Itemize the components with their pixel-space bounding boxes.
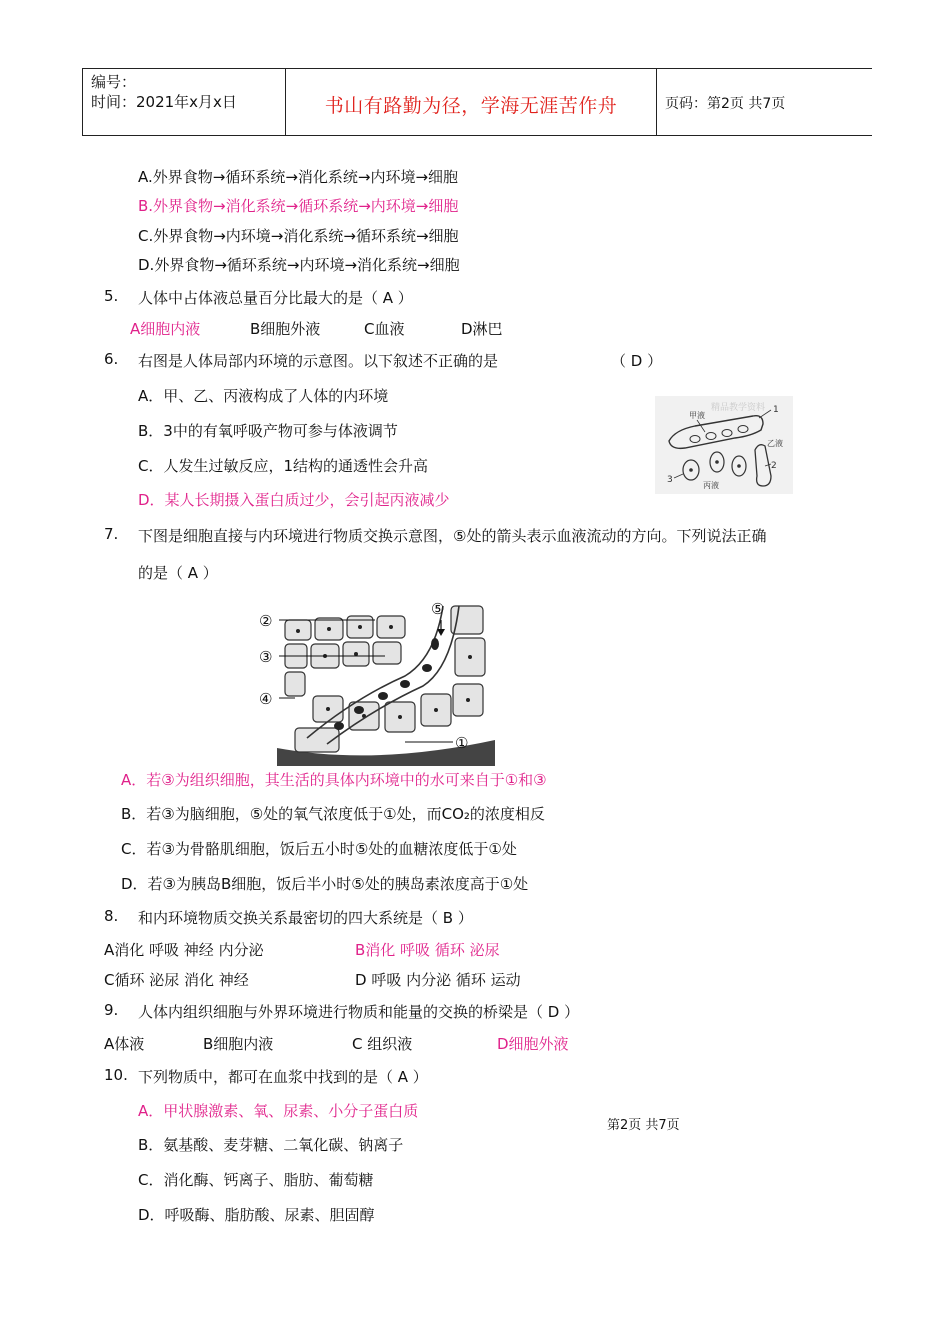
q8-stem: 和内环境物质交换关系最密切的四大系统是（ B ） — [138, 909, 473, 927]
cell-nucleus — [737, 464, 741, 468]
cell-nucleus — [358, 625, 362, 629]
tissue-cell — [451, 606, 483, 634]
red-blood-cell — [354, 706, 364, 714]
q8-option-b: B消化 呼吸 循环 泌尿 — [355, 941, 500, 959]
cell-nucleus — [468, 655, 472, 659]
q10-option-c: C．消化酶、钙离子、脂肪、葡萄糖 — [138, 1171, 374, 1189]
q5-option-d: D淋巴 — [461, 320, 503, 338]
doc-date: 时间：2021年x月x日 — [91, 93, 237, 111]
q10-option-a: A．甲状腺激素、氧、尿素、小分子蛋白质 — [138, 1102, 419, 1120]
q6-option-a: A．甲、乙、丙液构成了人体的内环境 — [138, 387, 389, 405]
q5-number: 5. — [104, 287, 119, 305]
q7-exchange-figure — [255, 598, 495, 766]
label-4: ④ — [259, 690, 273, 708]
q9-option-a: A体液 — [104, 1035, 145, 1053]
q9-option-b: B细胞内液 — [203, 1035, 274, 1053]
red-blood-cell — [400, 680, 410, 688]
q7-option-a: A．若③为组织细胞，其生活的具体内环境中的水可来自于①和③ — [121, 771, 547, 789]
footer-page-number: 第2页 共7页 — [607, 1118, 680, 1133]
red-blood-cell — [431, 638, 439, 650]
label-bing-fluid: 丙液 — [703, 481, 719, 490]
q5-option-c: C血液 — [364, 320, 405, 338]
q10-option-d: D．呼吸酶、脂肪酸、尿素、胆固醇 — [138, 1206, 375, 1224]
red-blood-cell — [378, 692, 388, 700]
cell-nucleus — [398, 715, 402, 719]
q6-option-c: C．人发生过敏反应，1结构的通透性会升高 — [138, 457, 429, 475]
q9-stem: 人体内组织细胞与外界环境进行物质和能量的交换的桥梁是（ D ） — [138, 1003, 580, 1021]
header-page-info: 页码：第2页 共7页 — [665, 96, 786, 112]
q6-tissue-figure — [655, 396, 793, 494]
q8-option-c: C循环 泌尿 消化 神经 — [104, 971, 249, 989]
cell-nucleus — [715, 460, 719, 464]
cell-nucleus — [327, 627, 331, 631]
q9-number: 9. — [104, 1001, 119, 1019]
tissue-cell — [373, 642, 401, 664]
q5-stem: 人体中占体液总量百分比最大的是（ A ） — [138, 289, 413, 307]
q6-number: 6. — [104, 350, 119, 368]
q6-stem: 右图是人体局部内环境的示意图。以下叙述不正确的是 — [138, 352, 499, 370]
q10-number: 10. — [104, 1066, 128, 1084]
q4-option-b: B.外界食物→消化系统→循环系统→内环境→细胞 — [138, 197, 459, 215]
q8-option-d: D 呼吸 内分泌 循环 运动 — [355, 971, 521, 989]
red-blood-cell — [422, 664, 432, 672]
q7-stem-continued: 的是（ A ） — [138, 564, 218, 582]
q10-option-b: B．氨基酸、麦芽糖、二氧化碳、钠离子 — [138, 1136, 404, 1154]
header-page-cell — [657, 69, 872, 135]
tissue-cell — [285, 672, 305, 696]
q8-number: 8. — [104, 907, 119, 925]
label-jia-fluid: 甲液 — [689, 411, 705, 420]
cell-nucleus — [326, 707, 330, 711]
cell-nucleus — [354, 652, 358, 656]
q9-option-d: D细胞外液 — [497, 1035, 569, 1053]
label-2: ② — [259, 612, 273, 630]
q8-option-a: A消化 呼吸 神经 内分泌 — [104, 941, 264, 959]
header-meta-cell — [83, 69, 286, 135]
cell-nucleus — [296, 629, 300, 633]
q4-option-c: C.外界食物→内环境→消化系统→循环系统→细胞 — [138, 227, 459, 245]
q4-option-a: A.外界食物→循环系统→消化系统→内环境→细胞 — [138, 168, 459, 186]
cell-nucleus — [689, 468, 693, 472]
figure-watermark: 精品教学资料 — [711, 403, 766, 413]
label-3: 3 — [667, 475, 673, 485]
q5-option-a: A细胞内液 — [130, 320, 201, 338]
header-motto: 书山有路勤为径，学海无涯苦作舟 — [324, 95, 618, 117]
label-3: ③ — [259, 648, 273, 666]
doc-id-label: 编号： — [91, 73, 137, 91]
q6-option-d: D．某人长期摄入蛋白质过少，会引起丙液减少 — [138, 491, 450, 509]
q10-stem: 下列物质中，都可在血浆中找到的是（ A ） — [138, 1068, 428, 1086]
q6-option-b: B．3中的有氧呼吸产物可参与体液调节 — [138, 422, 398, 440]
label-5: ⑤ — [431, 600, 445, 618]
label-1: ① — [455, 734, 469, 752]
q4-option-d: D.外界食物→循环系统→内环境→消化系统→细胞 — [138, 256, 460, 274]
q6-answer: （ D ） — [611, 352, 663, 370]
label-1: 1 — [773, 405, 779, 415]
cell-nucleus — [434, 708, 438, 712]
header-motto-cell — [286, 69, 657, 135]
cell-nucleus — [389, 625, 393, 629]
q7-number: 7. — [104, 525, 119, 543]
q7-option-d: D．若③为胰岛B细胞，饭后半小时⑤处的胰岛素浓度高于①处 — [121, 875, 529, 893]
label-yi-fluid: 乙液 — [767, 439, 783, 448]
cell-nucleus — [466, 698, 470, 702]
red-blood-cell — [334, 722, 344, 730]
q7-option-b: B．若③为脑细胞，⑤处的氧气浓度低于①处，而CO₂的浓度相反 — [121, 805, 545, 823]
q7-stem: 下图是细胞直接与内环境进行物质交换示意图，⑤处的箭头表示血液流动的方向。下列说法正确 — [138, 527, 767, 545]
q9-option-c: C 组织液 — [352, 1035, 413, 1053]
q7-option-c: C．若③为骨骼肌细胞，饭后五小时⑤处的血糖浓度低于①处 — [121, 840, 517, 858]
label-2: 2 — [771, 461, 777, 471]
page-header — [82, 68, 872, 136]
q5-option-b: B细胞外液 — [250, 320, 321, 338]
